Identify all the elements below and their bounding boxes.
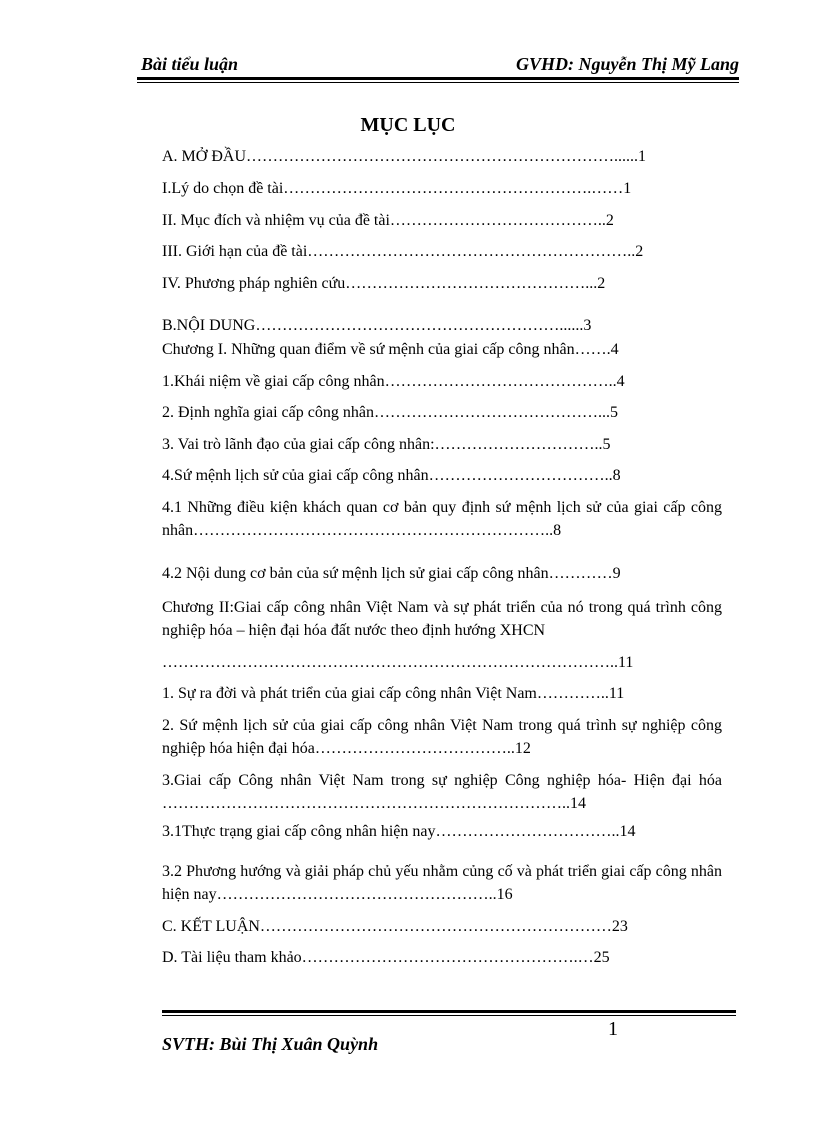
toc-entry: III. Giới hạn của đề tài……………………………………………………..2 — [162, 243, 644, 260]
toc-entry: 2. Sứ mệnh lịch sử của giai cấp công nhân Việt Nam trong quá trình sự nghiệp công nghiệp hóa hiện đại hóa………………………………..12 — [162, 717, 722, 757]
toc-entry: IV. Phương pháp nghiên cứu………………………………………...2 — [162, 275, 606, 292]
header-supervisor: GVHD: Nguyễn Thị Mỹ Lang — [515, 54, 739, 74]
header-document-type: Bài tiểu luận — [141, 54, 239, 74]
footer-rule-thick — [162, 1010, 736, 1013]
page-title: MỤC LỤC — [360, 114, 456, 136]
header-rule-thick — [137, 77, 739, 80]
toc-entry: Chương I. Những quan điểm về sứ mệnh của giai cấp công nhân…….4 — [162, 341, 619, 358]
toc-entry: C. KẾT LUẬN…………………………………………………………23 — [162, 918, 628, 935]
footer-student-name: SVTH: Bùi Thị Xuân Quỳnh — [162, 1034, 379, 1054]
page-number: 1 — [608, 1018, 618, 1040]
toc-entry: 4.1 Những điều kiện khách quan cơ bản quy định sứ mệnh lịch sử của giai cấp công nhân…………………………………………………………..8 — [162, 499, 722, 539]
header-rule-thin — [137, 82, 739, 83]
toc-entry: I.Lý do chọn đề tài………………………………………………….……1 — [162, 180, 632, 197]
footer-rule-thin — [162, 1015, 736, 1016]
toc-entry: 3.2 Phương hướng và giải pháp chủ yếu nhằm củng cố và phát triển giai cấp công nhân hiện nay……………………………………………..16 — [162, 863, 722, 903]
toc-entry: D. Tài liệu tham khảo…………………………………………….…25 — [162, 949, 610, 966]
toc-entry: 1.Khái niệm về giai cấp công nhân……………………………………..4 — [162, 373, 625, 390]
toc-entry: 2. Định nghĩa giai cấp công nhân……………………………………...5 — [162, 404, 618, 421]
toc-entry: 3.1Thực trạng giai cấp công nhân hiện nay……………………………..14 — [162, 823, 636, 840]
toc-entry: B.NỘI DUNG…………………………………………………......3 — [162, 317, 592, 334]
toc-entry: II. Mục đích và nhiệm vụ của đề tài…………………………………..2 — [162, 212, 614, 229]
toc-entry: A. MỞ ĐẦU……………………………………………………………......1 — [162, 148, 646, 165]
toc-entry: 3. Vai trò lãnh đạo của giai cấp công nhân:…………………………..5 — [162, 436, 611, 453]
toc-entry: 4.Sứ mệnh lịch sử của giai cấp công nhân……………………………..8 — [162, 467, 621, 484]
page-header — [137, 50, 739, 80]
toc-entry: 4.2 Nội dung cơ bản của sứ mệnh lịch sử giai cấp công nhân…………9 — [162, 565, 621, 582]
toc-entry: Chương II:Giai cấp công nhân Việt Nam và sự phát triển của nó trong quá trình công nghiệp hóa – hiện đại hóa đất nước theo định hướng XHCN — [162, 599, 722, 639]
toc-entry: 3.Giai cấp Công nhân Việt Nam trong sự nghiệp Công nghiệp hóa- Hiện đại hóa …………………………………………………………………..14 — [162, 772, 722, 812]
toc-entry: …………………………………………………………………………..11 — [162, 654, 634, 671]
toc-entry: 1. Sự ra đời và phát triển của giai cấp công nhân Việt Nam…………..11 — [162, 685, 625, 702]
